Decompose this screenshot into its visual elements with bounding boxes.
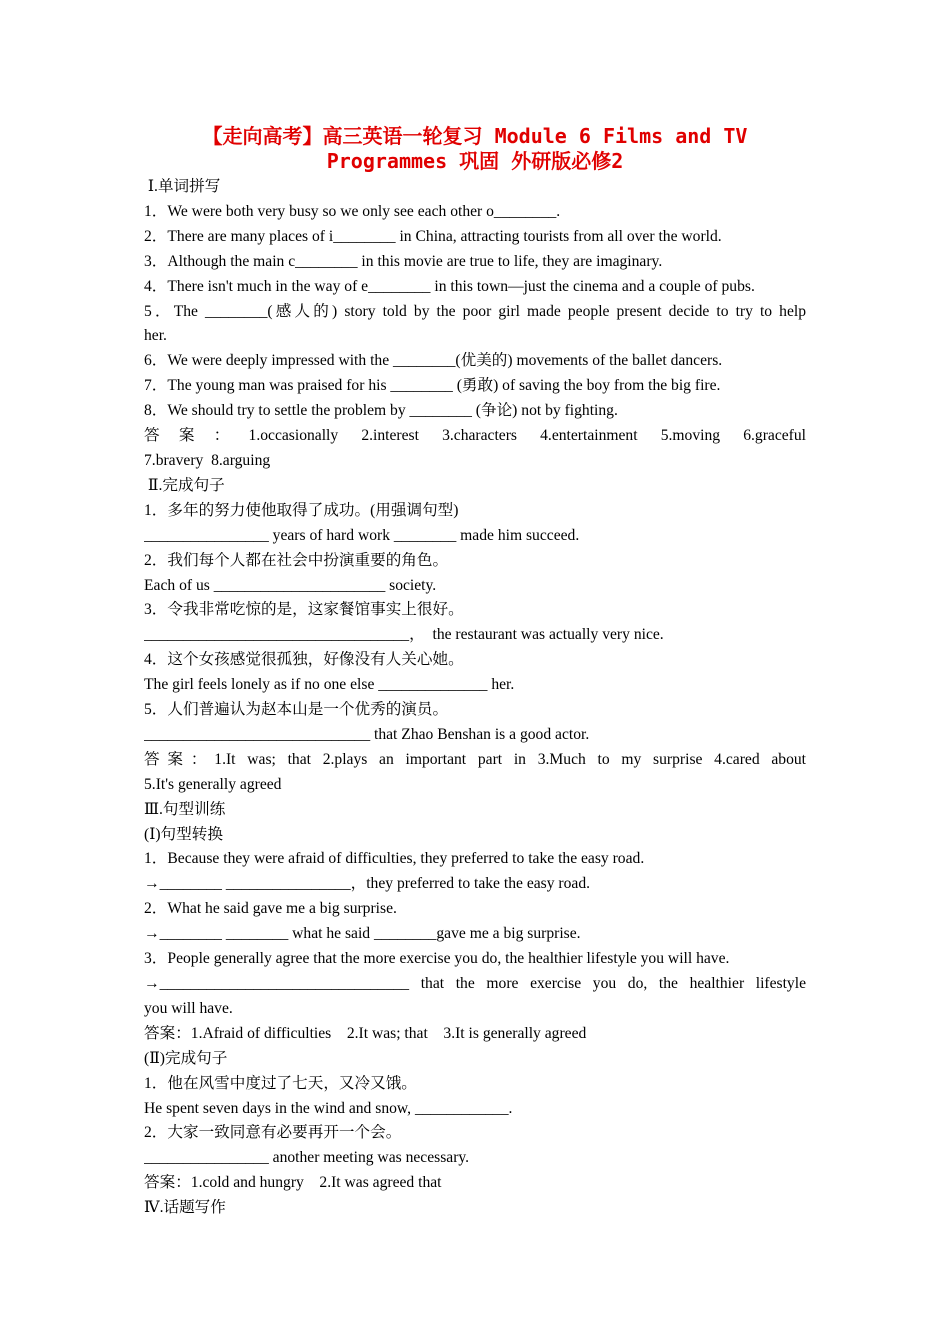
question-line: 1．多年的努力使他取得了成功。(用强调句型): [144, 501, 459, 519]
section-heading: Ⅰ.单词拼写: [144, 178, 221, 195]
document-body: [144, 175, 806, 1221]
question-line: →________________________________ that the more exercise you do, the healthier lifestyle: [144, 975, 806, 992]
question-line: 7．The young man was praised for his ________ (勇敢) of saving the boy from the big fire.: [144, 377, 721, 395]
question-line: →________ ________________，they preferred to take the easy road.: [144, 875, 591, 893]
question-line: 4．There isn't much in the way of e________ in this town—just the cinema and a couple of pubs.: [144, 277, 755, 295]
question-line: The girl feels lonely as if no one else ______________ her.: [144, 676, 515, 694]
question-line: 4．这个女孩感觉很孤独，好像没有人关心她。: [144, 651, 464, 669]
section-heading: Ⅲ.句型训练: [144, 800, 226, 818]
question-line: 5．人们普遍认为赵本山是一个优秀的演员。: [144, 701, 449, 719]
subsection-heading: (Ⅰ)句型转换: [144, 825, 223, 843]
subsection-heading: (Ⅱ)完成句子: [144, 1049, 228, 1067]
question-line: 2．我们每个人都在社会中扮演重要的角色。: [144, 551, 449, 569]
question-line: you will have.: [144, 999, 233, 1017]
document-title: [144, 124, 806, 174]
question-line: 1．We were both very busy so we only see each other o________.: [144, 202, 561, 220]
title-line-2: Programmes 巩固 外研版必修2: [326, 149, 624, 173]
answer-line: 7.bravery 8.arguing: [144, 451, 271, 469]
question-line: __________________________________， the restaurant was actually very nice.: [144, 626, 664, 644]
question-line: Each of us ______________________ society.: [144, 576, 437, 594]
title-line-1: 【走向高考】高三英语一轮复习 Module 6 Films and TV: [202, 124, 748, 148]
question-line: 6．We were deeply impressed with the ________(优美的) movements of the ballet dancers.: [144, 352, 723, 370]
question-line: 5．The ________(感人的) story told by the poor girl made people present decide to try to help: [144, 302, 806, 320]
answer-line: 5.It's generally agreed: [144, 775, 282, 793]
answer-line: 答案：1.occasionally 2.interest 3.characters 4.entertainment 5.moving 6.graceful: [144, 427, 806, 445]
question-line: 2．What he said gave me a big surprise.: [144, 900, 397, 918]
question-line: He spent seven days in the wind and snow, ____________.: [144, 1099, 513, 1117]
question-line: 1．他在风雪中度过了七天，又冷又饿。: [144, 1074, 417, 1092]
answer-line: 答案：1.Afraid of difficulties 2.It was; that 3.It is generally agreed: [144, 1024, 587, 1042]
question-line: ________________ another meeting was necessary.: [144, 1149, 470, 1167]
question-line: _____________________________ that Zhao Benshan is a good actor.: [144, 725, 590, 743]
section-heading: Ⅳ.话题写作: [144, 1199, 226, 1217]
question-line: 3．令我非常吃惊的是，这家餐馆事实上很好。: [144, 601, 464, 619]
question-line: 8．We should try to settle the problem by ________ (争论) not by fighting.: [144, 402, 618, 420]
answer-line: 答案：1.cold and hungry 2.It was agreed that: [144, 1174, 442, 1192]
question-line: her.: [144, 327, 167, 345]
section-heading: Ⅱ.完成句子: [144, 476, 225, 494]
question-line: 2．There are many places of i________ in China, attracting tourists from all over the world.: [144, 227, 722, 245]
question-line: 3．People generally agree that the more exercise you do, the healthier lifestyle you will have.: [144, 950, 730, 968]
question-line: 1．Because they were afraid of difficulties, they preferred to take the easy road.: [144, 850, 645, 868]
question-line: →________ ________ what he said ________gave me a big surprise.: [144, 925, 581, 943]
answer-line: 答案：1.It was; that 2.plays an important part in 3.Much to my surprise 4.cared about: [144, 750, 806, 768]
question-line: ________________ years of hard work ________ made him succeed.: [144, 526, 580, 544]
question-line: 3．Although the main c________ in this movie are true to life, they are imaginary.: [144, 252, 663, 270]
question-line: 2．大家一致同意有必要再开一个会。: [144, 1124, 402, 1142]
